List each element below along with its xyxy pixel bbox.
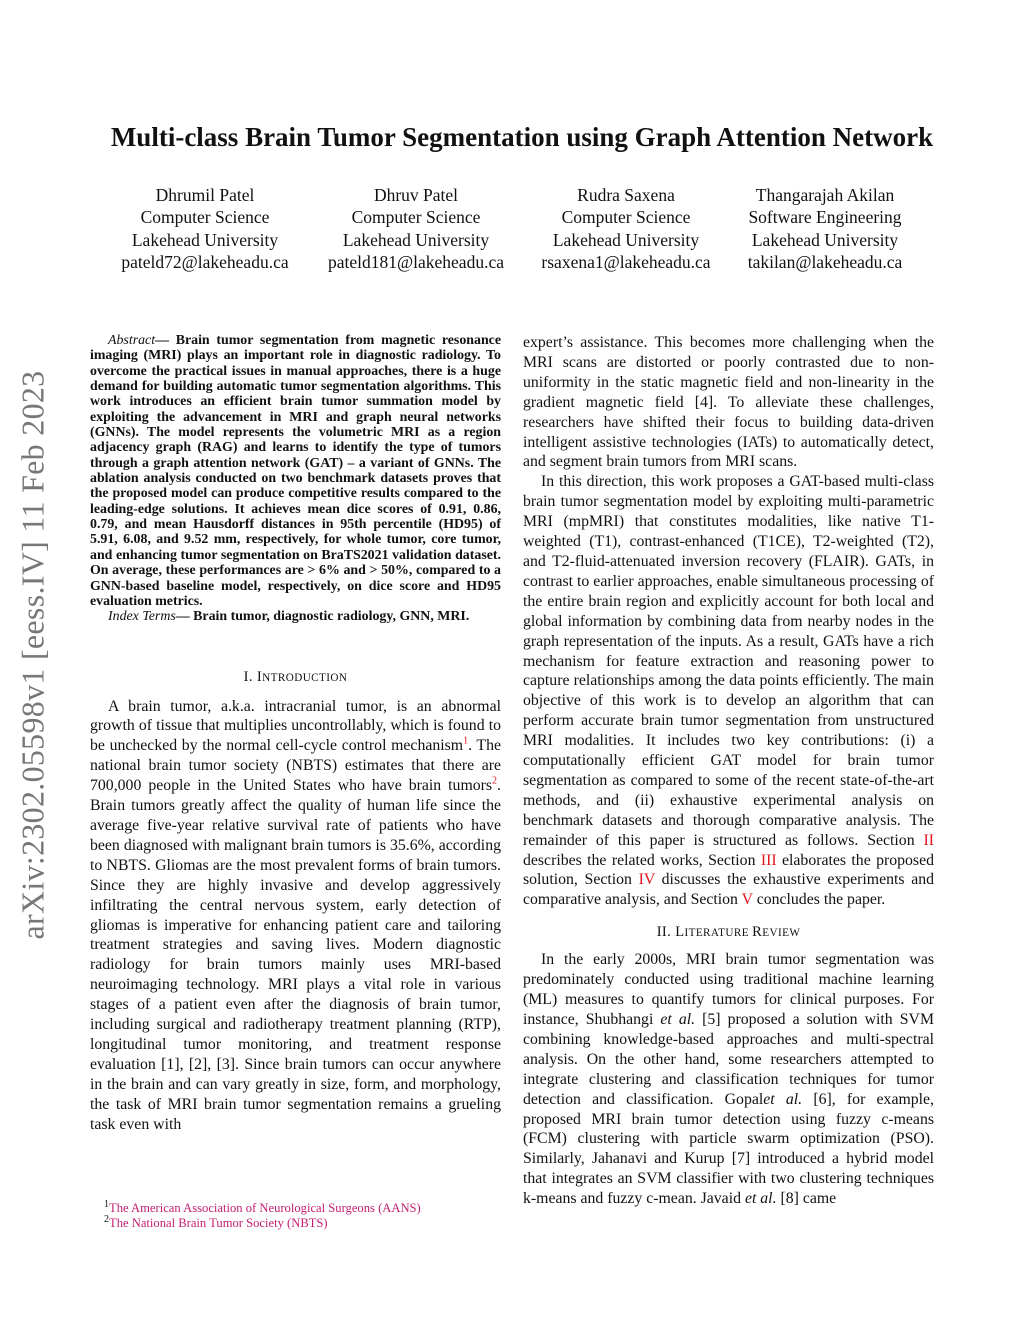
- right-column: [523, 333, 934, 1209]
- author-dept: Computer Science: [140, 207, 270, 228]
- abstract: [90, 333, 501, 609]
- author-name: Dhruv Patel: [373, 185, 459, 205]
- section-heading: II. LITERATURE REVIEW: [656, 924, 801, 941]
- author-name: Thangarajah Akilan: [755, 185, 895, 205]
- author-email: rsaxena1@lakeheadu.ca: [541, 252, 711, 273]
- left-column: [90, 333, 501, 1134]
- author-univ: Lakehead University: [552, 229, 700, 250]
- footnote: $^1$The American Association of Neurological Surgeons (AANS): [104, 1198, 421, 1215]
- author-block: [110, 184, 300, 274]
- footnote-link[interactable]: The National Brain Tumor Society (NBTS): [109, 1216, 328, 1231]
- author-dept: Computer Science: [351, 207, 481, 228]
- intro-paragraph: In this direction, this work proposes a GAT-based multi-class brain tumor segmentation model by exploiting multi-parametric MRI (mpMRI) that constitutes modalities, like native T1-weighted (T1), contrast-enhanced (T1CE), T2-weighted (T2), and T2-fluid-attenuated inversion recovery (FLAIR). GATs, in contrast to earlier approaches, enable simultaneous processing of the entire brain region and explicitly account for both local and global information by combining data from nearby nodes in the graph representation of the inputs. As a result, GATs have a rich mechanism for feature extraction and reasoning power to capture relationships among the data points efficiently. The main objective of this work is to develop an algorithm that can perform accurate brain tumor segmentation from unstructured MRI modalities. It includes two key contributions: (i) a computationally efficient GAT model for brain tumor segmentation as compared to some of the recent state-of-the-art methods, and (ii) exhaustive experimental analysis on benchmark datasets and thorough comparative analysis. The remainder of this paper is structured as follows. Section II describes the related works, Section III elaborates the proposed solution, Section IV discusses the exhaustive experiments and comparative analysis, and Section V concludes the paper.: [523, 473, 934, 909]
- intro-paragraph-continued: expert’s assistance. This becomes more challenging when the MRI scans are distorted or poorly contrasted due to non-uniformity in the static magnetic field and non-linearity in the gradient magnetic field [4]. To alleviate these challenges, researchers have shifted their focus to building data-driven intelligent assistive technologies (IATs) to automatically detect, and segment brain tumors from MRI scans.: [523, 334, 934, 471]
- author-block: [530, 184, 722, 274]
- intro-paragraph: A brain tumor, a.k.a. intracranial tumor, is an abnormal growth of tissue that multiplies uncontrollably, which is found to be unchecked by the normal cell-cycle control mechanism$^1$. The national brain tumor society (NBTS) estimates that there are 700,000 people in the United States who have brain tumors$^2$. Brain tumors greatly affect the quality of human life since the average five-year relative survival rate of patients who have been diagnosed with malignant brain tumors is 35.6%, according to NBTS. Gliomas are the most prevalent forms of brain tumors. Since they are highly invasive and develop aggressively infiltrating the central nervous system, early detection of gliomas is imperative for enhancing patient care and tailoring treatment strategies and saving lives. Modern diagnostic radiology for brain tumors mainly uses MRI-based neuroimaging technology. MRI plays a vital role in various stages of a patient even after the diagnosis of brain tumor, including surgical and radiotherapy treatment planning (RTP), longitudinal tumor monitoring, and treatment response evaluation [1], [2], [3]. Since brain tumors can occur anywhere in the brain and can vary greatly in size, form, and morphology, the task of MRI brain tumor segmentation remains a grueling task even with: [90, 697, 501, 1133]
- author-dept: Computer Science: [561, 207, 691, 228]
- literature-paragraph: In the early 2000s, MRI brain tumor segmentation was predominately conducted using traditional machine learning (ML) measures to quantify tumors for clinical purposes. For instance, Shubhangi et al. [5] proposed a solution with SVM combining knowledge-based approaches and multi-spectral analysis. On the other hand, some researchers attempted to integrate clustering and classification techniques for tumor detection and classification. Gopalet al. [6], for example, proposed MRI brain tumor detection using fuzzy c-means (FCM) clustering with particle swarm optimization (PSO). Similarly, Jahanavi and Kurup [7] introduced a hybrid model that integrates an SVM classifier with two clustering techniques k-means and fuzzy c-mean. Javaid et al. [8] came: [523, 951, 934, 1208]
- section-link[interactable]: IV: [638, 871, 655, 889]
- arxiv-identifier-text: arXiv:2302.05598v1 [eess.IV] 11 Feb 2023: [14, 370, 51, 940]
- author-email: pateld181@lakeheadu.ca: [328, 252, 504, 273]
- section-link[interactable]: II: [923, 831, 934, 849]
- footnote-link[interactable]: The American Association of Neurological Surgeons (AANS): [109, 1201, 421, 1215]
- author-univ: Lakehead University: [342, 229, 490, 250]
- author-univ: Lakehead University: [131, 229, 279, 250]
- footnote: $^2$The National Brain Tumor Society (NBTS): [104, 1214, 328, 1231]
- footnote-ref[interactable]: 1: [463, 736, 469, 748]
- abstract-label: Abstract: [108, 333, 156, 348]
- author-name: Dhrumil Patel: [155, 185, 255, 205]
- section-link[interactable]: III: [760, 851, 777, 869]
- author-block: [318, 184, 514, 274]
- footnote-ref[interactable]: 2: [492, 775, 498, 787]
- author-univ: Lakehead University: [751, 229, 899, 250]
- author-dept: Software Engineering: [748, 207, 902, 228]
- abstract-text: — Brain tumor segmentation from magnetic resonance imaging (MRI) plays an important role in diagnostic radiology. To overcome the practical issues in manual approaches, there is a huge demand for building automatic tumor segmentation algorithms. This work introduces an efficient brain tumor summation model by exploiting the advancement in MRI and graph neural networks (GNNs). The model represents the volumetric MRI as a region adjacency graph (RAG) and learns to identify the type of tumors through a graph attention network (GAT) – a variant of GNNs. The ablation analysis conducted on two benchmark datasets proves that the proposed model can produce competitive results compared to the leading-edge solutions. It achieves mean dice scores of 0.91, 0.86, 0.79, and mean Hausdorff distances in 95th percentile (HD95) of 5.91, 6.08, and 9.52 mm, respectively, for whole tumor, core tumor, and enhancing tumor segmentation on BraTS2021 validation dataset. On average, these performances are > 6% and > 50%, compared to a GNN-based baseline model, respectively, on dice score and HD95 evaluation metrics.: [90, 333, 501, 609]
- author-block: [730, 184, 920, 274]
- arxiv-identifier: [8, 350, 58, 960]
- section-heading: I. INTRODUCTION: [243, 668, 348, 685]
- author-name: Rudra Saxena: [577, 185, 675, 205]
- author-email: takilan@lakeheadu.ca: [747, 252, 903, 273]
- author-email: pateld72@lakeheadu.ca: [121, 252, 289, 273]
- index-terms-text: — Brain tumor, diagnostic radiology, GNN, MRI.: [175, 609, 470, 625]
- index-terms-label: Index Terms: [108, 609, 176, 625]
- section-link[interactable]: V: [741, 891, 753, 909]
- index-terms: [90, 609, 501, 624]
- footnotes: [104, 1198, 421, 1232]
- paper-title: Multi-class Brain Tumor Segmentation using Graph Attention Network: [110, 122, 934, 152]
